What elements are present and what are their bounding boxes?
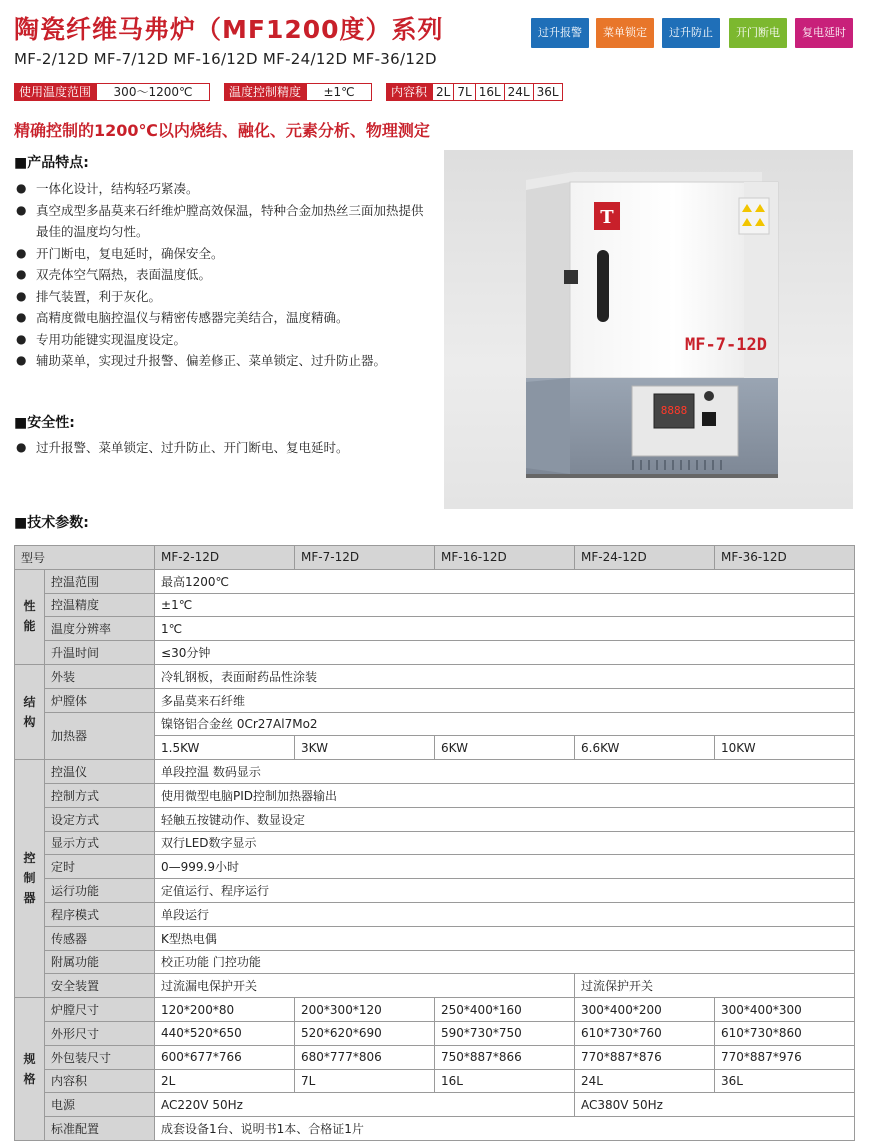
table-cell: 双行LED数字显示: [155, 831, 855, 855]
table-cell: 3KW: [295, 736, 435, 760]
table-cell: 安全装置: [45, 974, 155, 998]
table-cell: 770*887*976: [715, 1045, 855, 1069]
table-cell: 590*730*750: [435, 1021, 575, 1045]
table-row: [15, 1093, 855, 1117]
table-row: [15, 974, 855, 998]
table-cell: 7L: [295, 1069, 435, 1093]
table-cell: 校正功能 门控功能: [155, 950, 855, 974]
table-cell: 炉膛体: [45, 688, 155, 712]
table-cell: 600*677*766: [155, 1045, 295, 1069]
table-cell: 300*400*200: [575, 998, 715, 1022]
table-row: [15, 1069, 855, 1093]
controller-readout: 8888: [660, 404, 688, 417]
table-cell: 传感器: [45, 926, 155, 950]
features-list: [16, 178, 426, 372]
table-cell: MF-2-12D: [155, 546, 295, 570]
table-cell: 520*620*690: [295, 1021, 435, 1045]
group-label-structure: 结构: [15, 664, 45, 759]
capacity-option: 36L: [534, 83, 563, 101]
table-cell: 770*887*876: [575, 1045, 715, 1069]
furnace-model-label: MF-7-12D: [685, 335, 767, 355]
table-cell: 1.5KW: [155, 736, 295, 760]
table-row: [15, 783, 855, 807]
table-cell: 16L: [435, 1069, 575, 1093]
badge-door-power-off: 开门断电: [729, 18, 787, 48]
table-cell: 温度分辨率: [45, 617, 155, 641]
capacity-option: 24L: [505, 83, 534, 101]
table-cell: 炉膛尺寸: [45, 998, 155, 1022]
group-label-controller: 控制器: [15, 760, 45, 998]
table-cell: 加热器: [45, 712, 155, 760]
table-cell: 外形尺寸: [45, 1021, 155, 1045]
table-cell: 750*887*866: [435, 1045, 575, 1069]
table-cell: MF-36-12D: [715, 546, 855, 570]
furnace-illustration: [444, 150, 853, 509]
table-row: [15, 569, 855, 593]
table-cell: 2L: [155, 1069, 295, 1093]
table-cell: 控制方式: [45, 783, 155, 807]
table-row: [15, 926, 855, 950]
table-cell: 定时: [45, 855, 155, 879]
table-cell: 680*777*806: [295, 1045, 435, 1069]
feature-item: ● 开门断电，复电延时，确保安全。: [16, 243, 426, 265]
safety-heading: ■安全性:: [14, 415, 75, 431]
table-cell: 过流保护开关: [575, 974, 855, 998]
table-cell: 6KW: [435, 736, 575, 760]
table-cell: 附属功能: [45, 950, 155, 974]
table-cell: 型号: [15, 546, 155, 570]
table-row: [15, 902, 855, 926]
badge-menu-lock: 菜单锁定: [596, 18, 654, 48]
table-cell: 控温精度: [45, 593, 155, 617]
capacity-option: 16L: [476, 83, 505, 101]
table-cell: 运行功能: [45, 879, 155, 903]
table-cell: 36L: [715, 1069, 855, 1093]
table-row: [15, 1045, 855, 1069]
table-cell: 610*730*760: [575, 1021, 715, 1045]
table-cell: 120*200*80: [155, 998, 295, 1022]
group-label-spec: 规格: [15, 998, 45, 1141]
table-cell: 控温仪: [45, 760, 155, 784]
table-row: [15, 807, 855, 831]
table-cell: 610*730*860: [715, 1021, 855, 1045]
tech-heading: ■技术参数:: [14, 515, 89, 531]
table-cell: 0—999.9小时: [155, 855, 855, 879]
table-cell: K型热电偶: [155, 926, 855, 950]
model-list: MF-2/12D MF-7/12D MF-16/12D MF-24/12D MF-36/12D: [14, 50, 437, 68]
badge-power-restore-delay: 复电延时: [795, 18, 853, 48]
table-cell: 300*400*300: [715, 998, 855, 1022]
table-row: [15, 998, 855, 1022]
table-cell: 内容积: [45, 1069, 155, 1093]
capacity-label: 内容积: [386, 83, 432, 101]
feature-item: ● 专用功能键实现温度设定。: [16, 329, 426, 351]
table-cell: 外装: [45, 664, 155, 688]
precision-label: 温度控制精度: [224, 83, 306, 101]
table-cell: 单段控温 数码显示: [155, 760, 855, 784]
table-cell: 使用微型电脑PID控制加热器输出: [155, 783, 855, 807]
table-row: [15, 617, 855, 641]
table-cell: 250*400*160: [435, 998, 575, 1022]
table-cell: 最高1200℃: [155, 569, 855, 593]
temp-range-label: 使用温度范围: [14, 83, 96, 101]
table-cell: 440*520*650: [155, 1021, 295, 1045]
table-cell: 标准配置: [45, 1117, 155, 1141]
table-row: [15, 1021, 855, 1045]
spec-table: [14, 545, 855, 1141]
table-cell: 电源: [45, 1093, 155, 1117]
table-cell: ≤30分钟: [155, 641, 855, 665]
page-title: 陶瓷纤维马弗炉（MF1200度）系列: [14, 15, 444, 44]
table-cell: 多晶莫来石纤维: [155, 688, 855, 712]
table-row: [15, 760, 855, 784]
badge-overheat-alarm: 过升报警: [531, 18, 589, 48]
table-cell: 1℃: [155, 617, 855, 641]
table-row: [15, 593, 855, 617]
table-cell: 轻触五按键动作、数显设定: [155, 807, 855, 831]
table-cell: 单段运行: [155, 902, 855, 926]
table-row: [15, 641, 855, 665]
table-cell: AC380V 50Hz: [575, 1093, 855, 1117]
table-cell: 控温范围: [45, 569, 155, 593]
table-cell: MF-24-12D: [575, 546, 715, 570]
capacity-option: 2L: [432, 83, 454, 101]
safety-item: ● 过升报警、菜单锁定、过升防止、开门断电、复电延时。: [16, 437, 426, 459]
table-cell: 升温时间: [45, 641, 155, 665]
spec-summary: [14, 83, 563, 101]
table-cell: 外包装尺寸: [45, 1045, 155, 1069]
feature-item: ● 排气装置，利于灰化。: [16, 286, 426, 308]
table-cell: 程序模式: [45, 902, 155, 926]
feature-item: ● 一体化设计，结构轻巧紧凑。: [16, 178, 426, 200]
table-row: [15, 664, 855, 688]
table-cell: 200*300*120: [295, 998, 435, 1022]
table-cell: 24L: [575, 1069, 715, 1093]
table-row: [15, 1117, 855, 1141]
precision-value: ±1℃: [306, 83, 372, 101]
table-cell: MF-7-12D: [295, 546, 435, 570]
safety-list: [16, 437, 426, 459]
table-cell: 10KW: [715, 736, 855, 760]
table-cell: 成套设备1台、说明书1本、合格证1片: [155, 1117, 855, 1141]
table-cell: AC220V 50Hz: [155, 1093, 575, 1117]
table-cell: 6.6KW: [575, 736, 715, 760]
table-cell: 设定方式: [45, 807, 155, 831]
table-row: [15, 546, 855, 570]
table-cell: 镍铬铝合金丝 0Cr27Al7Mo2: [155, 712, 855, 736]
table-row: [15, 950, 855, 974]
feature-item: ● 辅助菜单，实现过升报警、偏差修正、菜单锁定、过升防止器。: [16, 350, 426, 372]
temp-range-value: 300～1200℃: [96, 83, 210, 101]
slogan: 精确控制的1200℃以内烧结、融化、元素分析、物理测定: [14, 121, 430, 140]
product-photo: [444, 150, 853, 509]
table-row: [15, 831, 855, 855]
table-row: [15, 855, 855, 879]
capacity-option: 7L: [454, 83, 475, 101]
table-cell: ±1℃: [155, 593, 855, 617]
feature-item: ● 双壳体空气隔热，表面温度低。: [16, 264, 426, 286]
table-row: [15, 688, 855, 712]
table-cell: MF-16-12D: [435, 546, 575, 570]
table-row: [15, 879, 855, 903]
table-cell: 定值运行、程序运行: [155, 879, 855, 903]
brand-logo-letter: T: [600, 207, 614, 228]
table-cell: 显示方式: [45, 831, 155, 855]
badge-overheat-prevent: 过升防止: [662, 18, 720, 48]
feature-item: ● 真空成型多晶莫来石纤维炉膛高效保温，特种合金加热丝三面加热提供最佳的温度均匀性。: [16, 200, 426, 243]
table-cell: 过流漏电保护开关: [155, 974, 575, 998]
features-heading: ■产品特点:: [14, 155, 89, 171]
table-row: [15, 712, 855, 736]
feature-item: ● 高精度微电脑控温仪与精密传感器完美结合，温度精确。: [16, 307, 426, 329]
group-label-performance: 性能: [15, 569, 45, 664]
table-cell: 冷轧钢板，表面耐药品性涂装: [155, 664, 855, 688]
